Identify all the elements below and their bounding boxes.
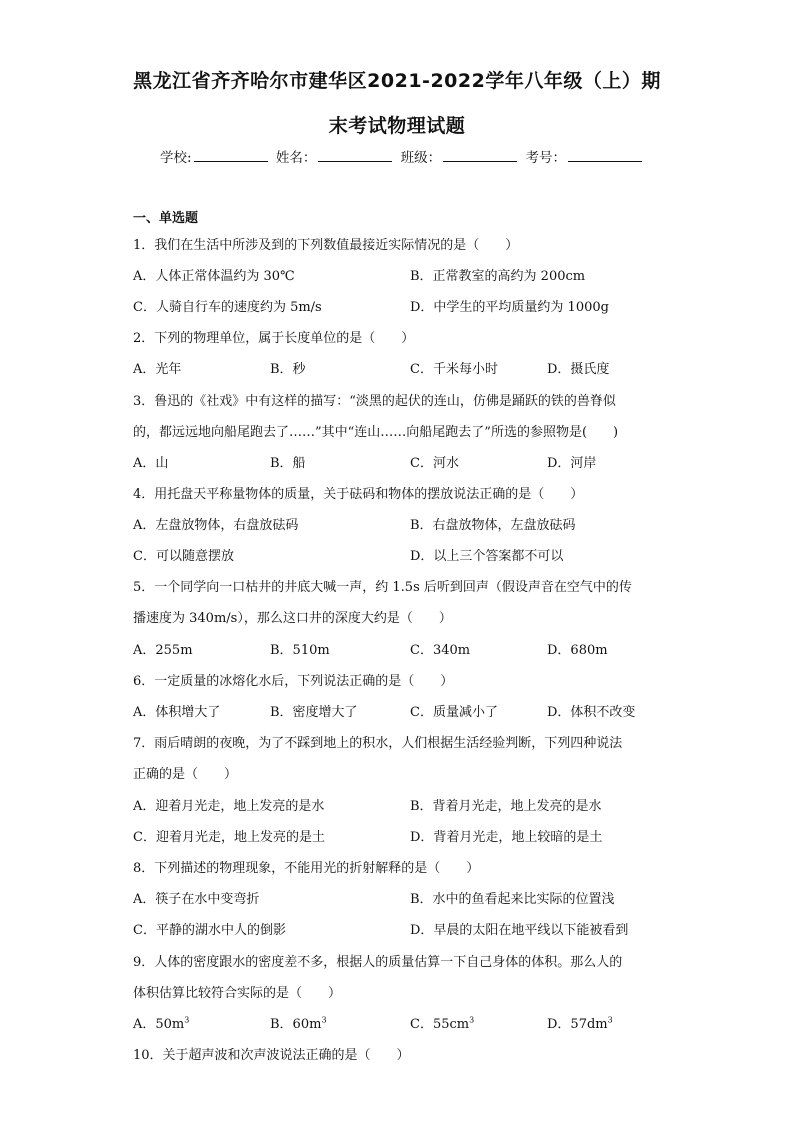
id-blank[interactable] [568,147,642,162]
option-a: A．255m [133,643,193,658]
option-d: D．以上三个答案都不可以 [410,549,564,564]
question-stem: 4．用托盘天平称量物体的质量，关于砝码和物体的摆放说法正确的是（ ） [133,487,584,502]
option-b: B．水中的鱼看起来比实际的位置浅 [410,892,615,907]
option-b: B．正常教室的高约为 200cm [410,269,586,284]
option-c: C．平静的湖水中人的倒影 [133,923,286,938]
option-c: C．迎着月光走，地上发亮的是土 [133,830,325,845]
option-d: D．680m [547,643,608,658]
option-d: D．$57dm^3$ [547,1015,613,1032]
superscript-3: 3 [321,1015,327,1025]
question-stem: 7．雨后晴朗的夜晚，为了不踩到地上的积水，人们根据生活经验判断，下列四种说法 [133,736,623,751]
name-label: 姓名： [275,150,317,166]
question-stem-continued: 体积估算比较符合实际的是（ ） [133,986,342,1001]
question-stem-continued: 播速度为 340m/s），那么这口井的深度大约是（ ） [133,611,452,626]
option-c: C．千米每小时 [410,362,498,377]
option-c: C．人骑自行车的速度约为 5m/s [133,300,322,315]
option-b: B．秒 [270,362,306,377]
class-label: 班级： [400,150,442,166]
id-label: 考号： [525,150,566,166]
question-stem: 3．鲁迅的《社戏》中有这样的描写：“淡黑的起伏的连山，仿佛是踊跃的铁的兽脊似 [133,394,616,409]
section-title: 一、单选题 [133,211,199,226]
name-blank[interactable] [318,147,392,162]
question-stem-continued: 正确的是（ ） [133,767,238,782]
option-d: D．体积不改变 [547,705,636,720]
question-stem: 5．一个同学向一口枯井的井底大喊一声，约 1.5s 后听到回声（假设声音在空气中的传 [133,580,632,595]
option-a: A．迎着月光走，地上发亮的是水 [133,799,325,814]
school-label: 学校: [160,150,192,166]
option-a: A．左盘放物体，右盘放砝码 [133,518,299,533]
question-stem: 6．一定质量的冰熔化水后，下列说法正确的是（ ） [133,674,454,689]
option-b: B．背着月光走，地上发亮的是水 [410,799,602,814]
class-blank[interactable] [443,147,517,162]
question-stem: 9．人体的密度跟水的密度差不多，根据人的质量估算一下自己身体的体积。那么人的 [133,955,623,970]
school-blank[interactable] [194,147,268,162]
question-stem: 8．下列描述的物理现象，不能用光的折射解释的是（ ） [133,861,480,876]
superscript-3: 3 [607,1015,613,1025]
option-c: C．340m [410,643,471,658]
option-b: B．船 [270,456,306,471]
option-d: D．背着月光走，地上较暗的是土 [410,830,603,845]
option-d: D．河岸 [547,456,597,471]
option-d: D．早晨的太阳在地平线以下能被看到 [410,923,629,938]
title-line-1: 黑龙江省齐齐哈尔市建华区2021-2022学年八年级（上）期 [133,70,661,92]
option-a: A．$50m^3$ [133,1015,190,1032]
question-stem-continued: 的，都远远地向船尾跑去了……”其中“连山……向船尾跑去了”所选的参照物是( ) [133,425,619,440]
option-c: C．河水 [410,456,459,471]
option-a: A．光年 [133,362,182,377]
option-b: B．$60m^3$ [270,1015,327,1032]
option-b: B．右盘放物体，左盘放砝码 [410,518,576,533]
question-stem: 1．我们在生活中所涉及到的下列数值最接近实际情况的是（ ） [133,238,519,253]
option-d: D．中学生的平均质量约为 1000g [410,300,609,315]
option-d: D．摄氏度 [547,362,610,377]
option-c: C．可以随意摆放 [133,549,234,564]
option-c: C．质量减小了 [410,705,498,720]
option-a: A．体积增大了 [133,705,221,720]
option-a: A．筷子在水中变弯折 [133,892,260,907]
title-line-2: 末考试物理试题 [328,115,466,137]
question-stem: 2．下列的物理单位，属于长度单位的是（ ） [133,331,415,346]
option-b: B．510m [270,643,330,658]
option-a: A．山 [133,456,169,471]
option-b: B．密度增大了 [270,705,358,720]
question-stem: 10．关于超声波和次声波说法正确的是（ ） [133,1048,410,1063]
student-info-row [160,146,646,166]
superscript-3: 3 [184,1015,190,1025]
option-c: C．$55cm^3$ [410,1015,475,1032]
superscript-3: 3 [469,1015,475,1025]
option-a: A．人体正常体温约为 30℃ [133,269,295,284]
